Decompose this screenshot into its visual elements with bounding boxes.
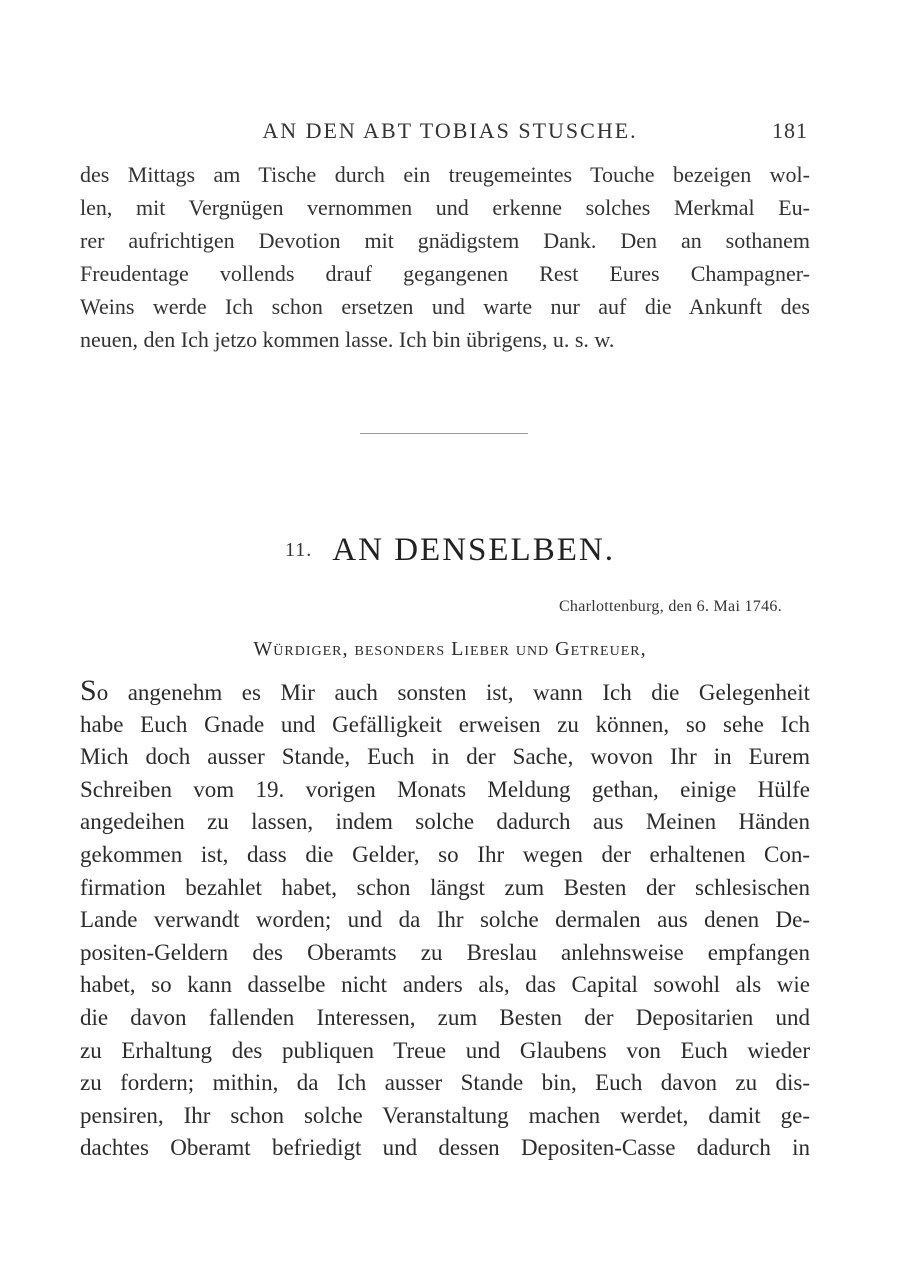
- running-head: [0, 112, 900, 148]
- letter-heading: [0, 532, 900, 569]
- body-line: positen-Geldern des Oberamts zu Breslau anlehnsweise empfangen: [80, 939, 810, 965]
- initial-letter: S: [80, 674, 97, 707]
- body-line: Lande verwandt worden; und da Ihr solche dermalen aus denen De-: [80, 907, 810, 933]
- section-divider: [360, 433, 528, 434]
- letter-body: [80, 676, 810, 1165]
- body-line: zu fordern; mithin, da Ich ausser Stande bin, Euch davon zu dis-: [80, 1070, 810, 1096]
- page-number: 181: [772, 118, 808, 143]
- body-line: Mich doch ausser Stande, Euch in der Sache, wovon Ihr in Eurem: [80, 744, 810, 770]
- text-line: neuen, den Ich jetzo kommen lasse. Ich bin übrigens, u. s. w.: [80, 327, 615, 352]
- body-line: firmation bezahlet habet, schon längst zum Besten der schlesischen: [80, 874, 810, 900]
- body-line: habet, so kann dasselbe nicht anders als, das Capital sowohl als wie: [80, 972, 810, 998]
- salutation: Würdiger, besonders Lieber und Getreuer,: [253, 638, 647, 660]
- text-line: len, mit Vergnügen vernommen und erkenne solches Merkmal Eu-: [80, 195, 810, 220]
- text-line: des Mittags am Tische durch ein treugemeintes Touche bezeigen wol-: [80, 162, 810, 187]
- body-line: die davon fallenden Interessen, zum Besten der Depositarien und: [80, 1004, 810, 1030]
- body-line-text: o angenehm es Mir auch sonsten ist, wann Ich die Gelegenheit: [96, 680, 810, 705]
- body-line: zu Erhaltung des publiquen Treue und Glaubens von Euch wieder: [80, 1037, 810, 1063]
- letter-number: 11.: [285, 539, 313, 561]
- running-title: AN DEN ABT TOBIAS STUSCHE.: [262, 118, 638, 143]
- body-line: Schreiben vom 19. vorigen Monats Meldung gethan, einige Hülfe: [80, 776, 810, 802]
- body-line: [80, 676, 810, 709]
- dateline: Charlottenburg, den 6. Mai 1746.: [558, 598, 782, 615]
- body-line: habe Euch Gnade und Gefälligkeit erweisen zu können, so sehe Ich: [80, 711, 810, 737]
- body-line: dachtes Oberamt befriedigt und dessen Depositen-Casse dadurch in: [80, 1135, 810, 1161]
- body-line: pensiren, Ihr schon solche Veranstaltung machen werdet, damit ge-: [80, 1102, 810, 1128]
- text-line: Weins werde Ich schon ersetzen und warte nur auf die Ankunft des: [80, 294, 810, 319]
- continuation-paragraph: [80, 158, 810, 356]
- body-line: gekommen ist, dass die Gelder, so Ihr wegen der erhaltenen Con-: [80, 841, 810, 867]
- letter-title: AN DENSELBEN.: [332, 532, 615, 568]
- text-line: rer aufrichtigen Devotion mit gnädigstem Dank. Den an sothanem: [80, 228, 810, 253]
- body-line: angedeihen zu lassen, indem solche dadurch aus Meinen Händen: [80, 809, 810, 835]
- text-line: Freudentage vollends drauf gegangenen Rest Eures Champagner-: [80, 261, 810, 286]
